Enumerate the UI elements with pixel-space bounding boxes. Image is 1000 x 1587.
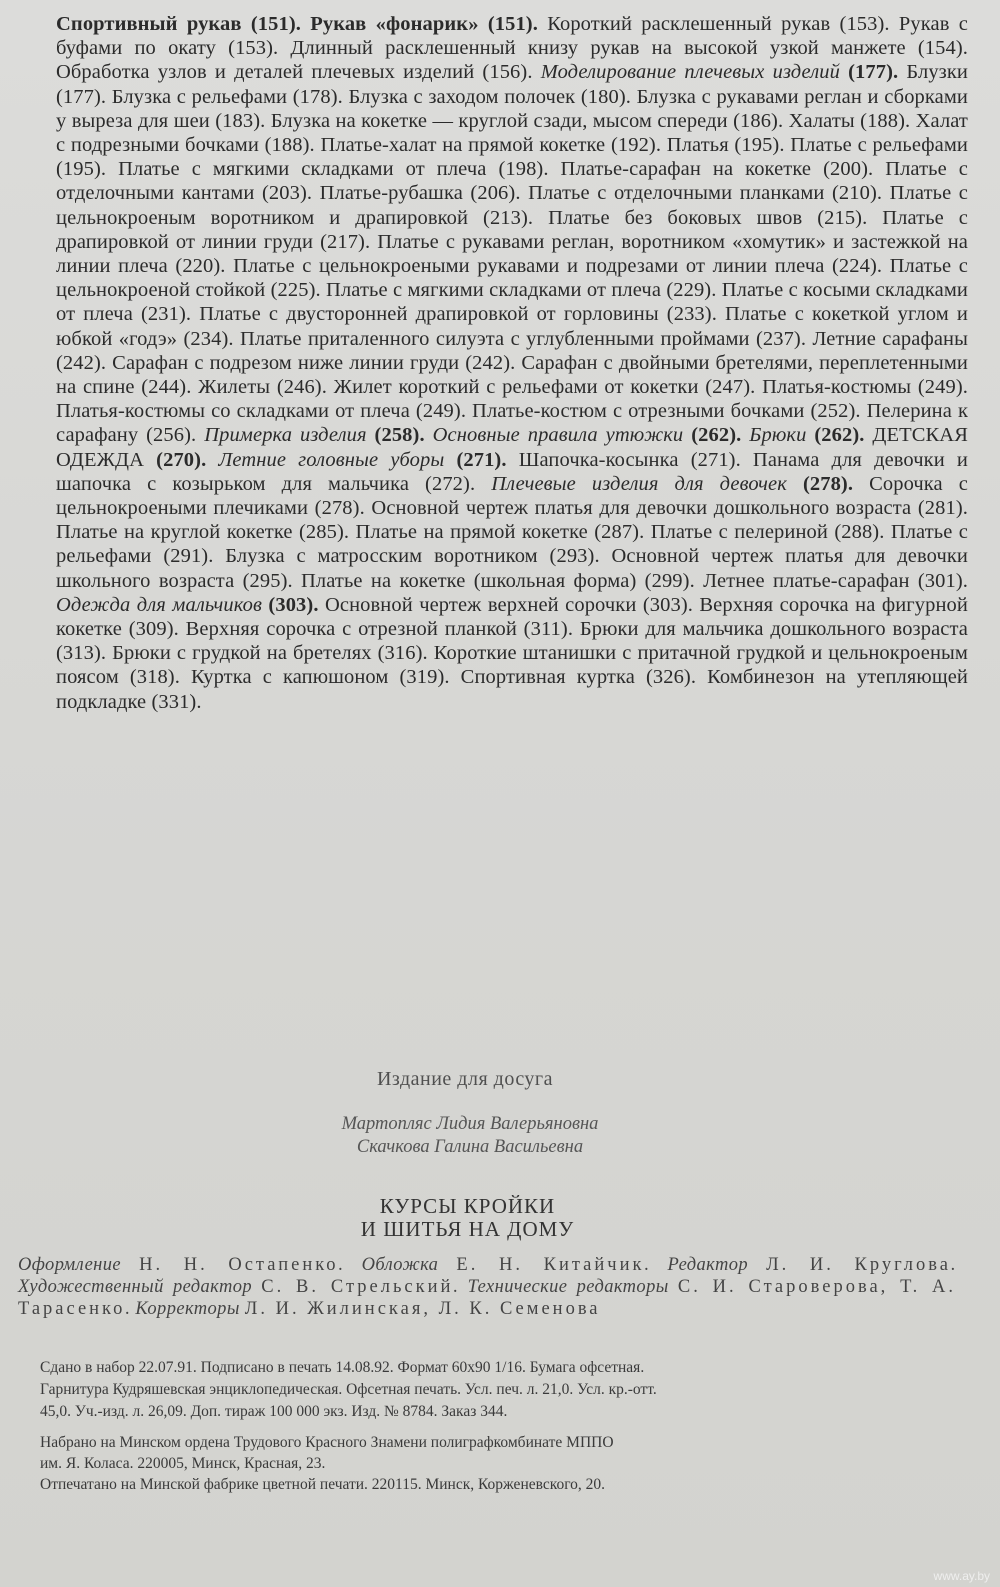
watermark: www.ay.by xyxy=(933,1569,990,1583)
toc-segment: Сорочка с цельнокроеными плечиками (278). Основной чертеж платья для девочки дошкольного возраста (281). Платье на круглой кокетке (285). Платье на прямой кокетке (287). Платье с пелериной (288). Платье с рельефами (291). Блузка с матросским воротником (293). Основной чертеж платья для девочки школьного возраста (295). Платье на кокетке (школьная форма) (299). Летнее платье-сарафан (301). xyxy=(56,472,968,592)
proofreaders-label: . Корректоры xyxy=(125,1299,245,1319)
toc-segment: ДЕТСКАЯ ОДЕЖДА xyxy=(56,424,968,471)
printing-line-2: им. Я. Коласа. 220005, Минск, Красная, 23. xyxy=(40,1455,326,1472)
editor-name: Л. И. Круглова xyxy=(766,1255,951,1275)
book-title-line-1: КУРСЫ КРОЙКИ xyxy=(379,1194,556,1218)
toc-segment: (177). xyxy=(839,61,899,84)
toc-segment: Одежда для мальчиков xyxy=(56,593,262,616)
printing-line-3: Отпечатано на Минской фабрике цветной печати. 220115. Минск, Корженевского, 20. xyxy=(40,1476,606,1493)
toc-segment: (278). xyxy=(786,472,870,495)
toc-segment: Основные правила утюжки xyxy=(432,424,684,447)
toc-segment: Короткий расклешенный рукав (153). Рукав с буфами по окату (153). Длинный расклешенный книзу рукав на высокой узкой манжете (154). Обработка узлов и деталей плечевых изделий (156). xyxy=(56,13,968,84)
toc-segment: Примерка изделия xyxy=(204,424,367,447)
book-title xyxy=(0,1195,935,1241)
toc-segment: (262). xyxy=(806,424,873,447)
toc-segment: Летние головные уборы xyxy=(218,448,445,471)
art-editor-name: С. В. Стрельский xyxy=(261,1277,454,1297)
toc-segment: (262). xyxy=(683,424,750,447)
cover-name: Е. Н. Китайчик xyxy=(456,1255,645,1275)
author-2: Скачкова Галина Васильевна xyxy=(356,1137,584,1157)
imprint-line-2: Гарнитура Кудряшевская энциклопедическая. Офсетная печать. Усл. печ. л. 21,0. Усл. кр.-отт. xyxy=(40,1381,657,1398)
toc-segment: Блузки (177). Блузка с рельефами (178). Блузка с заходом полочек (180). Блузка с рукавами реглан и сборками у выреза для шеи (183). Блузка на кокетке — круглой сзади, мысом спереди (186). Халаты (188). Халат с подрезными бочками (188). Платье-халат на прямой кокетке (192). Платья (195). Платье с рельефами (195). Платье с мягкими складками от плеча (198). Платье-сарафан на кокетке (200). Платье с отделочными кантами (203). Платье-рубашка (206). Платье с отделочными планками (210). Платье с цельнокроеным воротником и драпировкой (213). Платье без боковых швов (215). Платье с драпировкой от линии груди (217). Платье с рукавами реглан, воротником «хомутик» и застежкой на линии плеча (220). Платье с цельнокроеными рукавами и подрезами от линии плеча (224). Платье с цельнокроеной стойкой (225). Платье с мягкими складками от плеча (229). Платье с косыми складками от плеча (231). Платье с двусторонней драпировкой от горловины (233). Платье с кокеткой углом и юбкой «годэ» (234). Платье приталенного силуэта с углубленными проймами (237). Летние сарафаны (242). Сарафан с подрезом ниже линии груди (242). Сарафан с двойными бретелями, переплетенными на спине (244). Жилеты (246). Жилет короткий с рельефами от кокетки (247). Платья-костюмы (249). Платья-костюмы со складками от плеча (249). Платье-костюм с отрезными бочками (252). Пелерина к сарафану (256). xyxy=(56,61,968,447)
design-name: Н. Н. Остапенко xyxy=(139,1255,339,1275)
toc-segment: Плечевые изделия для девочек xyxy=(491,472,787,495)
cover-label: . Обложка xyxy=(338,1255,457,1275)
tech-editors-label: . Технические редакторы xyxy=(453,1277,678,1297)
credits-block xyxy=(18,1254,956,1320)
printing-line-1: Набрано на Минском ордена Трудового Красного Знамени полиграфкомбинате МППО xyxy=(40,1434,614,1451)
proofreaders-names: Л. И. Жилинская, Л. К. Семенова xyxy=(244,1299,601,1319)
design-label: Оформление xyxy=(18,1255,140,1275)
printing-block xyxy=(40,1432,940,1495)
art-editor-label: . Художественный редактор xyxy=(18,1255,956,1297)
table-of-contents xyxy=(56,12,968,714)
authors-block xyxy=(0,1113,940,1159)
book-title-line-2: И ШИТЬЯ НА ДОМУ xyxy=(360,1217,575,1241)
toc-segment: (303). xyxy=(262,593,325,616)
imprint-line-3: 45,0. Уч.-изд. л. 26,09. Доп. тираж 100 000 экз. Изд. № 8784. Заказ 344. xyxy=(40,1403,508,1420)
author-1: Мартопляс Лидия Валерьяновна xyxy=(341,1114,599,1134)
toc-segment: Шапочка-косынка (271). Панама для девочки и шапочка с козырьком для мальчика (272). xyxy=(56,448,968,495)
imprint-line-1: Сдано в набор 22.07.91. Подписано в печать 14.08.92. Формат 60х90 1/16. Бумага офсетная. xyxy=(40,1359,645,1376)
toc-segment: (270). xyxy=(144,448,219,471)
toc-segment: (258). xyxy=(366,424,433,447)
toc-segment: (271). xyxy=(444,448,519,471)
toc-segment: Основной чертеж верхней сорочки (303). Верхняя сорочка на фигурной кокетке (309). Верхняя сорочка с отрезной планкой (311). Брюки для мальчика дошкольного возраста (313). Брюки с грудкой на бретелях (316). Короткие штанишки с притачной грудкой и цельнокроеным поясом (318). Куртка с капюшоном (319). Спортивная куртка (326). Комбинезон на утепляющей подкладке (331). xyxy=(56,593,968,713)
editor-label: . Редактор xyxy=(644,1255,767,1275)
toc-segment: Моделирование плечевых изделий xyxy=(540,61,840,84)
tech-editors-names: С. И. Староверова, Т. А. Тарасенко xyxy=(18,1277,957,1319)
imprint-block xyxy=(40,1357,940,1423)
edition-note: Издание для досуга xyxy=(376,1068,554,1090)
toc-segment: Спортивный рукав (151). Рукав «фонарик» (151). xyxy=(56,13,538,35)
toc-segment: Брюки xyxy=(749,424,807,447)
